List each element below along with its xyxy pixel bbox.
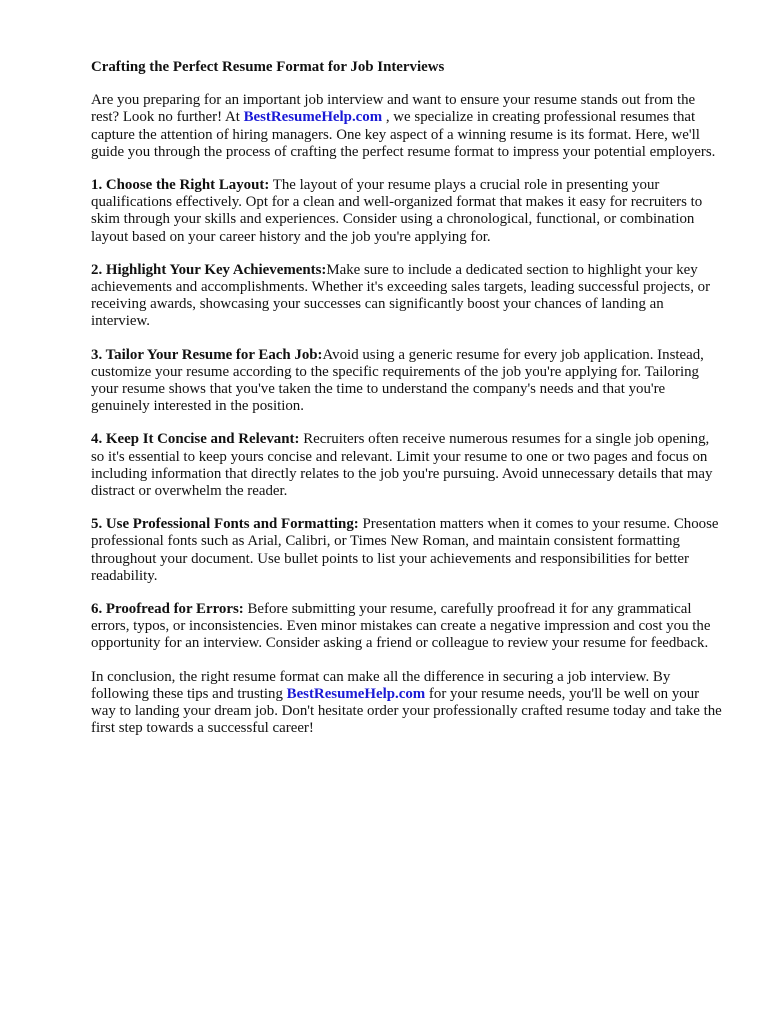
intro-text-before-link: Are you preparing for an important job interview and want to ensure your resume stands out from the rest? Look no further! At bbox=[91, 92, 696, 126]
conclusion-paragraph bbox=[91, 669, 723, 738]
tip-2-heading: 2. Highlight Your Key Achievements: bbox=[91, 261, 327, 278]
tip-6-body: Before submitting your resume, carefully proofread it for any grammatical errors, typos, or inconsistencies. Even minor mistakes can create a negative impression and cost you the opportunity for an interview. Consider asking a friend or colleague to review your resume for feedback. bbox=[91, 601, 711, 652]
tip-5-heading: 5. Use Professional Fonts and Formatting: bbox=[91, 516, 359, 533]
conclusion-text-after-link: for your resume needs, you'll be well on your way to landing your dream job. Don't hesitate order your professionally crafted resume today and take the first step towards a successful career! bbox=[91, 685, 722, 737]
tip-4-heading: 4. Keep It Concise and Relevant: bbox=[91, 431, 300, 448]
tip-2-paragraph bbox=[91, 262, 723, 331]
intro-paragraph bbox=[91, 92, 723, 161]
tip-1-paragraph bbox=[91, 177, 723, 246]
tip-3-heading: 3. Tailor Your Resume for Each Job: bbox=[91, 346, 323, 363]
conclusion-bestresumehelp-link[interactable]: BestResumeHelp.com bbox=[286, 685, 426, 702]
intro-text-after-link: , we specialize in creating professional resumes that capture the attention of hiring managers. One key aspect of a winning resume is its format. Here, we'll guide you through the process of crafting the perfect resume format to impress your potential employers. bbox=[91, 109, 716, 160]
tip-3-paragraph bbox=[91, 347, 723, 416]
tip-4-paragraph bbox=[91, 431, 723, 500]
tip-3-body: Avoid using a generic resume for every job application. Instead, customize your resume according to the specific requirements of the job you're applying for. Tailoring your resume shows that you've taken the time to understand the company's needs and that you're genuinely interested in the position. bbox=[91, 346, 704, 415]
conclusion-text-before-link: In conclusion, the right resume format can make all the difference in securing a job interview. By following these tips and trusting bbox=[91, 668, 671, 702]
tip-1-body: The layout of your resume plays a crucial role in presenting your qualifications effectively. Opt for a clean and well-organized format that makes it easy for recruiters to skim through your skills and experiences. Consider using a chronological, functional, or combination layout based on your career history and the job you're applying for. bbox=[91, 177, 703, 245]
tip-4-body: Recruiters often receive numerous resumes for a single job opening, so it's essential to keep yours concise and relevant. Limit your resume to one or two pages and focus on including information that directly relates to the job you're pursuing. Avoid unnecessary details that may distract or overwhelm the reader. bbox=[91, 431, 713, 500]
tip-1-heading: 1. Choose the Right Layout: bbox=[91, 177, 270, 194]
intro-bestresumehelp-link[interactable]: BestResumeHelp.com bbox=[243, 109, 383, 126]
tip-2-body: Make sure to include a dedicated section to highlight your key achievements and accomplishments. Whether it's exceeding sales targets, leading successful projects, or receiving awards, showcasing your successes can significantly boost your chances of landing an interview. bbox=[91, 261, 711, 330]
tip-6-heading: 6. Proofread for Errors: bbox=[91, 601, 244, 618]
document-page bbox=[91, 59, 723, 754]
document-title: Crafting the Perfect Resume Format for Job Interviews bbox=[91, 59, 445, 75]
tip-5-paragraph bbox=[91, 516, 723, 585]
tip-6-paragraph bbox=[91, 601, 723, 653]
tip-5-body: Presentation matters when it comes to your resume. Choose professional fonts such as Arial, Calibri, or Times New Roman, and maintain consistent formatting throughout your document. Use bullet points to list your achievements and responsibilities for better readability. bbox=[91, 516, 719, 584]
